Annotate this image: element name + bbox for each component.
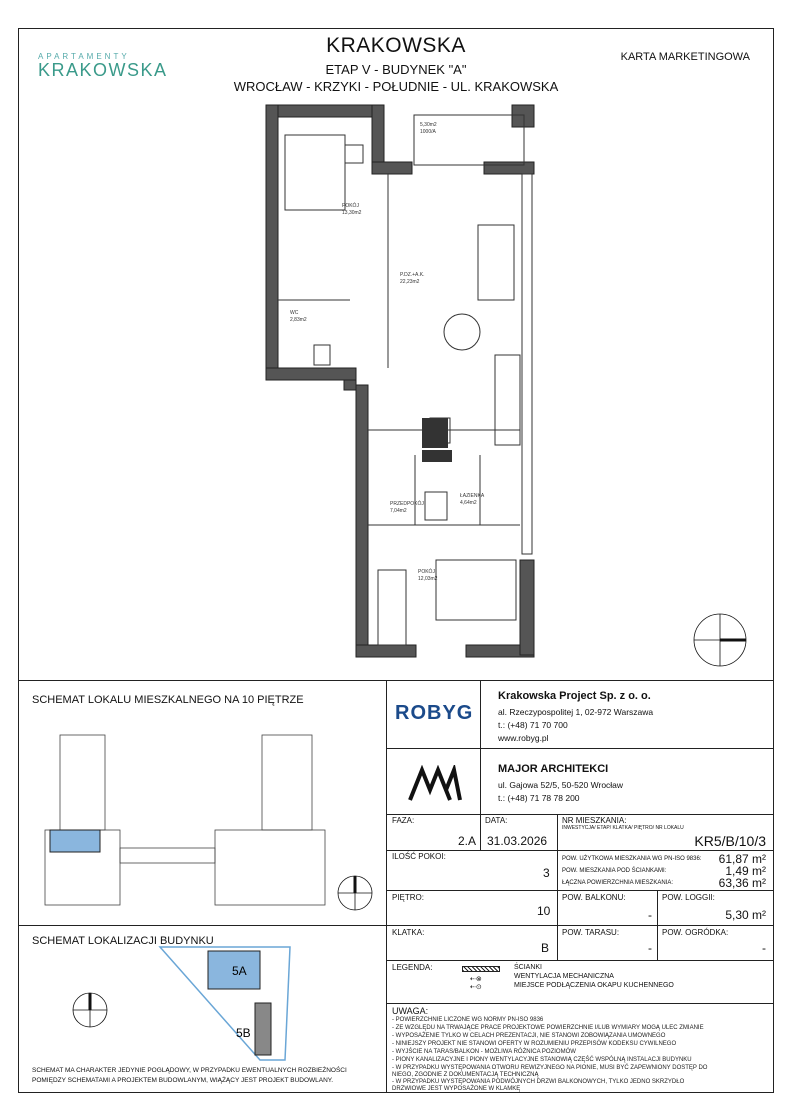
divider <box>18 680 774 681</box>
loggia-value: 5,30 m² <box>725 908 766 922</box>
disclaimer: SCHEMAT MA CHARAKTER JEDYNIE POGLĄDOWY, W PRZYPADKU EWENTUALNYCH ROZBIEŻNOŚCI POMIĘDZY SCHEMATAMI A PROJEKTEM BUDOWLANYM, WIĄŻĄCY JEST PROJEKT BUDOWLANY. <box>32 1067 347 1084</box>
room-label: WC <box>290 310 299 316</box>
pokoi-label: ILOŚĆ POKOI: <box>392 852 446 861</box>
legend-item: WENTYLACJA MECHANICZNA <box>514 973 614 980</box>
ps-label: POW. MIESZKANIA POD ŚCIANKAMI: <box>562 868 667 874</box>
divider <box>657 890 658 960</box>
note-item: - POWIERZCHNIE LICZONE WG NORMY PN-ISO 9836 <box>392 1017 544 1023</box>
brand-logo: KRAKOWSKA <box>38 60 168 80</box>
balkon-label: POW. BALKONU: <box>562 893 626 902</box>
pietro-label: PIĘTRO: <box>392 893 425 902</box>
pietro-value: 10 <box>537 904 551 918</box>
architect-logo-icon <box>408 765 462 803</box>
pu-label: POW. UŻYTKOWA MIESZKANIA WG PN-ISO 9836: <box>562 856 702 862</box>
developer-phone: t.: (+48) 71 70 700 <box>498 720 568 730</box>
room-label: POKÓJ <box>342 203 359 209</box>
divider <box>18 925 386 926</box>
note-item: - NINIEJSZY PROJEKT NIE STANOWI OFERTY W ROZUMIENIU PRZEPISÓW KODEKSU CYWILNEGO <box>392 1041 677 1047</box>
faza-label: FAZA: <box>392 816 415 825</box>
note-item: - ZE WZGLĘDU NA TRWAJĄCE PRACE PROJEKTOWE POWIERZCHNIE I/LUB WYMIARY MOGĄ ULEC ZMIANIE <box>392 1025 704 1031</box>
nr-label: NR MIESZKANIA: <box>562 816 627 825</box>
data-label: DATA: <box>485 816 508 825</box>
nr-value: KR5/B/10/3 <box>694 833 766 849</box>
stage-subtitle: ETAP V - BUDYNEK "A" <box>325 62 467 77</box>
floor-schema <box>40 730 380 915</box>
divider <box>480 814 481 850</box>
building-b-label: 5B <box>236 1026 251 1040</box>
room-area: 22,23m2 <box>400 279 420 285</box>
nr-sublabel: INWESTYCJA/ ETAP/ KLATKA/ PIĘTRO/ NR LOKALU <box>562 825 684 831</box>
compass-icon <box>690 610 750 670</box>
note-item: - W PRZYPADKU WYSTĘPOWANIA OTWORU REWIZYJNEGO NA PIONIE, MUSI BYĆ ZAPEWNIONY DOSTĘP DO NIEGO, ZGODNIE Z DOKUMENTACJĄ TECHNICZNĄ <box>392 1065 708 1078</box>
location-subtitle: WROCŁAW - KRZYKI - POŁUDNIE - UL. KRAKOWSKA <box>233 79 559 94</box>
taras-label: POW. TARASU: <box>562 928 620 937</box>
room-label: 5,30m2 <box>420 122 437 128</box>
room-area: 12,03m2 <box>418 576 438 582</box>
room-area: 7,04m2 <box>390 508 407 514</box>
klatka-value: B <box>541 941 550 955</box>
room-area: 13,30m2 <box>342 210 362 216</box>
room-label: ŁAZIENKA <box>460 493 485 499</box>
building-a-label: 5A <box>232 964 247 978</box>
data-value: 31.03.2026 <box>487 834 548 848</box>
ogrod-label: POW. OGRÓDKA: <box>662 928 729 937</box>
wall-swatch <box>462 966 500 972</box>
legend-label: LEGENDA: <box>392 963 433 972</box>
location-schema-title: SCHEMAT LOKALIZACJI BUDYNKU <box>32 935 214 947</box>
divider <box>386 680 387 1093</box>
divider <box>386 850 774 851</box>
architect-address: ul. Gajowa 52/5, 50-520 Wrocław <box>498 780 624 790</box>
card-type: KARTA MARKETINGOWA <box>620 51 750 63</box>
divider <box>386 1003 774 1004</box>
ps-value: 1,49 m² <box>725 864 766 878</box>
divider <box>386 814 774 815</box>
klatka-label: KLATKA: <box>392 928 425 937</box>
room-area: 2,83m2 <box>290 317 307 323</box>
legend-item: MIEJSCE PODŁĄCZENIA OKAPU KUCHENNEGO <box>514 982 674 989</box>
legend-item: ŚCIANKI <box>514 964 543 971</box>
room-area: 1000/A <box>420 129 436 135</box>
developer-web: www.robyg.pl <box>498 733 549 743</box>
page-title: KRAKOWSKA <box>326 34 466 57</box>
divider <box>386 960 774 961</box>
pc-label: ŁĄCZNA POWIERZCHNIA MIESZKANIA: <box>562 880 674 886</box>
room-label: P.DZ.+A.K. <box>400 272 425 278</box>
divider <box>386 925 774 926</box>
note-item: - WYPOSAŻENIE TYLKO W CELACH PREZENTACJI, NIE STANOWI ZOBOWIĄZANIA UMOWNEGO <box>392 1033 666 1039</box>
note-item: - WYJŚCIE NA TARAS/BALKON - MOŻLIWA RÓŻNICA POZIOMÓW <box>392 1049 576 1055</box>
note-item: - PIONY KANALIZACYJNE I PIONY WENTYLACYJNE STANOWIĄ CZĘŚĆ WSPÓLNĄ INSTALACJI BUDYNKU <box>392 1057 692 1063</box>
developer-address: al. Rzeczypospolitej 1, 02-972 Warszawa <box>498 707 654 717</box>
room-area: 4,64m2 <box>460 500 477 506</box>
divider <box>480 680 481 815</box>
brand-logo-small: APARTAMENTY <box>38 52 130 61</box>
faza-value: 2.A <box>458 834 477 848</box>
hood-icon: ⇠⊙ <box>470 984 482 991</box>
note-item: - W PRZYPADKU WYSTĘPOWANIA PODWÓJNYCH DRZWI BALKONOWYCH, TYLKO JEDNO SKRZYDŁO DRZWIOWE JEST WYPOSAŻONE W KLAMKĘ <box>392 1079 685 1092</box>
compass-icon <box>335 873 375 913</box>
divider <box>386 890 774 891</box>
divider <box>557 814 558 960</box>
floor-schema-title: SCHEMAT LOKALU MIESZKALNEGO NA 10 PIĘTRZE <box>32 694 304 706</box>
floor-plan <box>250 100 550 670</box>
loggia-label: POW. LOGGII: <box>662 893 715 902</box>
notes-label: UWAGA: <box>392 1006 429 1016</box>
pu-value: 61,87 m² <box>718 852 766 866</box>
compass-icon <box>70 990 110 1030</box>
developer-name: Krakowska Project Sp. z o. o. <box>498 690 651 702</box>
room-label: PRZEDPOKÓJ <box>390 501 424 507</box>
taras-value: - <box>648 941 652 955</box>
pc-value: 63,36 m² <box>718 876 766 890</box>
room-label: POKÓJ <box>418 569 435 575</box>
pokoi-value: 3 <box>543 866 550 880</box>
divider <box>386 748 774 749</box>
ogrod-value: - <box>762 941 766 955</box>
architect-phone: t.: (+48) 71 78 78 200 <box>498 793 580 803</box>
architect-name: MAJOR ARCHITEKCI <box>498 763 609 775</box>
ventilation-icon: ⇠⊗ <box>470 976 482 983</box>
developer-logo: ROBYG <box>395 702 474 724</box>
balkon-value: - <box>648 908 652 922</box>
